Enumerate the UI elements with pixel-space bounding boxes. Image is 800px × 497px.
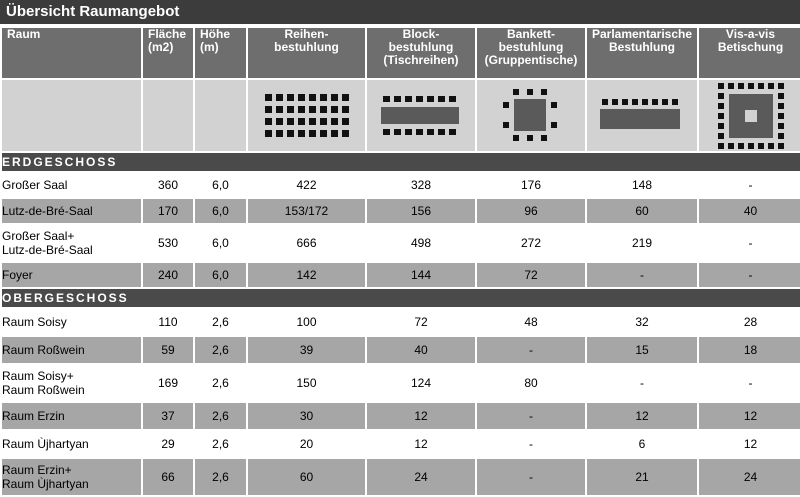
vis-a-vis-value: 24: [699, 459, 800, 495]
room-name: Großer Saal: [2, 173, 141, 197]
room-name: Raum Ùjhartyan: [2, 431, 141, 457]
row-seating-value: 39: [248, 337, 365, 363]
row-seating-value: 422: [248, 173, 365, 197]
table-row: [2, 173, 800, 197]
area-value: 240: [143, 263, 193, 287]
banquet-seating-icon: [501, 89, 561, 143]
area-value: 66: [143, 459, 193, 495]
table-row: [2, 309, 800, 335]
vis-a-vis-value: -: [699, 365, 800, 401]
area-value: 37: [143, 403, 193, 429]
room-name: Raum Erzin: [2, 403, 141, 429]
table-row: [2, 431, 800, 457]
parliamentary-seating-value: 219: [587, 225, 697, 261]
room-name: Lutz-de-Bré-Saal: [2, 199, 141, 223]
block-seating-value: 328: [367, 173, 475, 197]
area-value: 170: [143, 199, 193, 223]
column-header-block-seating: Block- bestuhlung (Tischreihen): [367, 28, 475, 78]
column-header-banquet-seating: Bankett- bestuhlung (Gruppentische): [477, 28, 585, 78]
area-value: 360: [143, 173, 193, 197]
room-name: Raum Soisy+ Raum Roßwein: [2, 365, 141, 401]
table-row: [2, 263, 800, 287]
block-seating-value: 12: [367, 431, 475, 457]
room-name: Foyer: [2, 263, 141, 287]
room-name: Raum Erzin+ Raum Ùjhartyan: [2, 459, 141, 495]
parliamentary-seating-value: 60: [587, 199, 697, 223]
banquet-seating-value: 96: [477, 199, 585, 223]
banquet-seating-value: -: [477, 431, 585, 457]
parliamentary-seating-value: 12: [587, 403, 697, 429]
height-value: 6,0: [195, 173, 246, 197]
vis-a-vis-value: -: [699, 263, 800, 287]
vis-a-vis-value: 12: [699, 431, 800, 457]
row-seating-icon: [265, 94, 349, 138]
height-value: 6,0: [195, 199, 246, 223]
table-row: [2, 199, 800, 223]
icon-cell-empty: [2, 80, 141, 151]
row-seating-value: 666: [248, 225, 365, 261]
room-name: Großer Saal+ Lutz-de-Bré-Saal: [2, 225, 141, 261]
parliamentary-seating-value: 21: [587, 459, 697, 495]
parliamentary-seating-icon: [600, 99, 684, 133]
column-header-area: Fläche (m2): [143, 28, 193, 78]
height-value: 2,6: [195, 337, 246, 363]
height-value: 2,6: [195, 431, 246, 457]
block-seating-value: 72: [367, 309, 475, 335]
table-row: [2, 337, 800, 363]
block-seating-value: 156: [367, 199, 475, 223]
banquet-seating-value: 272: [477, 225, 585, 261]
parliamentary-seating-value: -: [587, 365, 697, 401]
section-title: OBERGESCHOSS: [2, 289, 800, 307]
column-header-parliamentary-seating: Parlamentarische Bestuhlung: [587, 28, 697, 78]
banquet-seating-value: 176: [477, 173, 585, 197]
row-seating-value: 142: [248, 263, 365, 287]
height-value: 2,6: [195, 365, 246, 401]
block-seating-value: 24: [367, 459, 475, 495]
area-value: 59: [143, 337, 193, 363]
section-ground-floor: [2, 153, 800, 287]
row-seating-value: 153/172: [248, 199, 365, 223]
vis-a-vis-value: -: [699, 225, 800, 261]
height-value: 6,0: [195, 225, 246, 261]
area-value: 530: [143, 225, 193, 261]
height-value: 6,0: [195, 263, 246, 287]
column-header-row-seating: Reihen- bestuhlung: [248, 28, 365, 78]
column-header-room: Raum: [2, 28, 141, 78]
block-seating-value: 40: [367, 337, 475, 363]
banquet-seating-value: -: [477, 459, 585, 495]
row-seating-value: 150: [248, 365, 365, 401]
banquet-seating-value: -: [477, 403, 585, 429]
parliamentary-seating-value: 6: [587, 431, 697, 457]
area-value: 110: [143, 309, 193, 335]
table-row: [2, 225, 800, 261]
block-seating-value: 498: [367, 225, 475, 261]
room-name: Raum Soisy: [2, 309, 141, 335]
icon-cell-empty: [143, 80, 193, 151]
height-value: 2,6: [195, 459, 246, 495]
parliamentary-seating-value: 148: [587, 173, 697, 197]
block-seating-icon: [381, 96, 461, 136]
vis-a-vis-value: 40: [699, 199, 800, 223]
page-title: Übersicht Raumangebot: [0, 0, 800, 24]
room-name: Raum Roßwein: [2, 337, 141, 363]
parliamentary-seating-value: 15: [587, 337, 697, 363]
block-seating-value: 124: [367, 365, 475, 401]
section-upper-floor: [2, 289, 800, 495]
banquet-seating-value: 48: [477, 309, 585, 335]
banquet-seating-value: -: [477, 337, 585, 363]
area-value: 169: [143, 365, 193, 401]
vis-a-vis-value: -: [699, 173, 800, 197]
height-value: 2,6: [195, 403, 246, 429]
table-row: [2, 403, 800, 429]
parliamentary-seating-value: 32: [587, 309, 697, 335]
block-seating-value: 144: [367, 263, 475, 287]
row-seating-value: 100: [248, 309, 365, 335]
row-seating-value: 30: [248, 403, 365, 429]
icon-cell-empty: [195, 80, 246, 151]
column-header-height: Höhe (m): [195, 28, 246, 78]
vis-a-vis-value: 18: [699, 337, 800, 363]
block-seating-value: 12: [367, 403, 475, 429]
vis-a-vis-seating-icon: [718, 83, 784, 149]
vis-a-vis-value: 12: [699, 403, 800, 429]
section-title: ERDGESCHOSS: [2, 153, 800, 171]
parliamentary-seating-value: -: [587, 263, 697, 287]
row-seating-value: 60: [248, 459, 365, 495]
area-value: 29: [143, 431, 193, 457]
column-header-vis-a-vis: Vis-a-vis Betischung: [699, 28, 800, 78]
room-table: [0, 26, 800, 497]
table-row: [2, 365, 800, 401]
vis-a-vis-value: 28: [699, 309, 800, 335]
row-seating-value: 20: [248, 431, 365, 457]
banquet-seating-value: 72: [477, 263, 585, 287]
height-value: 2,6: [195, 309, 246, 335]
banquet-seating-value: 80: [477, 365, 585, 401]
